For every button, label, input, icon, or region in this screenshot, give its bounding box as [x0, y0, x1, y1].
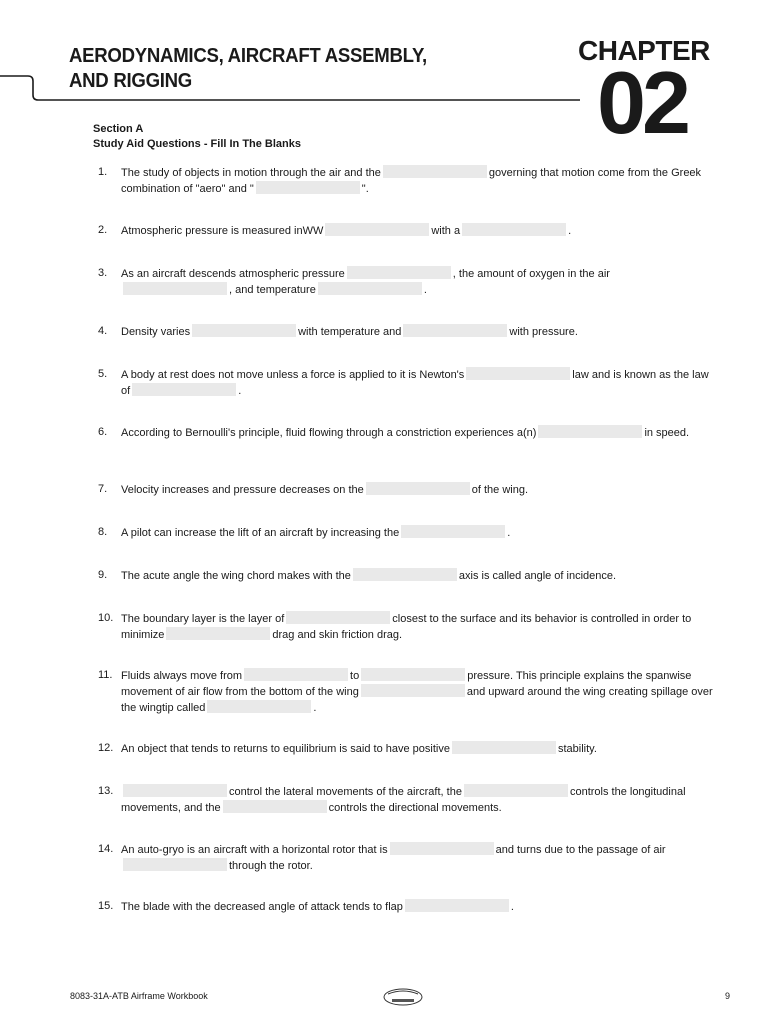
question-number: 13. — [98, 785, 114, 797]
title-line-2: AND RIGGING — [69, 70, 193, 92]
question-number: 12. — [98, 742, 114, 754]
question-text-part: and upward around the wing creating spillage over the wingtip called — [121, 686, 713, 714]
answer-blank[interactable] — [361, 684, 465, 697]
question-text-part: axis is called angle of incidence. — [458, 570, 617, 582]
question-text-part: , and temperature — [229, 284, 316, 296]
question-number: 15. — [98, 900, 114, 912]
question-text-part: A pilot can increase the lift of an aircraft by increasing the — [121, 527, 400, 539]
question-text-part: A body at rest does not move unless a force is applied to it is Newton's — [121, 369, 465, 381]
answer-blank[interactable] — [123, 282, 227, 295]
answer-blank[interactable] — [390, 842, 494, 855]
question-number: 4. — [98, 325, 108, 337]
answer-blank[interactable] — [132, 383, 236, 396]
question-number: 9. — [98, 569, 108, 581]
question-number: 11. — [98, 669, 113, 681]
footer-workbook-title: 8083-31A-ATB Airframe Workbook — [70, 991, 208, 1001]
question-text — [121, 741, 716, 757]
question-number: 8. — [98, 526, 108, 538]
question-text-part: in speed. — [644, 427, 690, 439]
question-text — [121, 568, 716, 584]
question-text-part: An object that tends to returns to equilibrium is said to have positive — [121, 743, 450, 755]
question-number: 3. — [98, 267, 108, 279]
answer-blank[interactable] — [401, 525, 505, 538]
question-text-part: . — [238, 385, 242, 397]
question-number: 7. — [98, 483, 108, 495]
question-text — [121, 223, 716, 239]
question-text-part: . — [507, 527, 511, 539]
question-text-part: pressure. This principle explains the spanwise movement of air flow from the bottom of the wing — [121, 670, 692, 698]
question-text-part: controls the longitudinal movements, and the — [121, 786, 686, 814]
question-text-part: with a — [431, 225, 461, 237]
question-text-part: and turns due to the passage of air — [495, 844, 666, 856]
question-text — [121, 899, 716, 915]
question-text — [121, 367, 716, 399]
answer-blank[interactable] — [166, 627, 270, 640]
question-number: 1. — [98, 166, 108, 178]
question-text-part: of the wing. — [471, 484, 529, 496]
question-text-part: with temperature and — [298, 326, 402, 338]
title-line-1: AERODYNAMICS, AIRCRAFT ASSEMBLY, — [69, 45, 427, 67]
question-number: 5. — [98, 368, 108, 380]
header-rule — [0, 73, 580, 103]
answer-blank[interactable] — [256, 181, 360, 194]
question-text-part: drag and skin friction drag. — [272, 629, 403, 641]
question-text — [121, 611, 716, 643]
question-text — [121, 784, 716, 816]
question-text-part: stability. — [557, 743, 597, 755]
question-text-part: . — [568, 225, 572, 237]
answer-blank[interactable] — [192, 324, 296, 337]
question-number: 2. — [98, 224, 108, 236]
question-text-part: controls the directional movements. — [328, 802, 502, 814]
question-text-part: law and is known as the law of — [121, 369, 709, 397]
question-text — [121, 482, 716, 498]
answer-blank[interactable] — [123, 858, 227, 871]
aircraft-logo-icon — [382, 986, 424, 1008]
answer-blank[interactable] — [452, 741, 556, 754]
question-text — [121, 668, 716, 716]
answer-blank[interactable] — [464, 784, 568, 797]
question-text — [121, 842, 716, 874]
section-heading — [93, 122, 301, 152]
answer-blank[interactable] — [405, 899, 509, 912]
page-number: 9 — [725, 991, 731, 1001]
question-text-part: An auto-gryo is an aircraft with a horizontal rotor that is — [121, 844, 388, 856]
answer-blank[interactable] — [353, 568, 457, 581]
question-text — [121, 266, 716, 298]
answer-blank[interactable] — [538, 425, 642, 438]
question-text-part: The boundary layer is the layer of — [121, 613, 285, 625]
answer-blank[interactable] — [361, 668, 465, 681]
question-text-part: to — [350, 670, 360, 682]
answer-blank[interactable] — [244, 668, 348, 681]
answer-blank[interactable] — [318, 282, 422, 295]
answer-blank[interactable] — [366, 482, 470, 495]
answer-blank[interactable] — [403, 324, 507, 337]
question-text-part: The blade with the decreased angle of attack tends to flap — [121, 901, 403, 913]
answer-blank[interactable] — [123, 784, 227, 797]
question-text-part: The study of objects in motion through the air and the — [121, 167, 381, 179]
question-text-part: Fluids always move from — [121, 670, 243, 682]
question-text — [121, 425, 716, 441]
question-number: 6. — [98, 426, 108, 438]
question-text — [121, 525, 716, 541]
answer-blank[interactable] — [462, 223, 566, 236]
question-text-part: with pressure. — [509, 326, 578, 338]
question-text — [121, 324, 716, 340]
question-text-part: As an aircraft descends atmospheric pressure — [121, 268, 345, 280]
answer-blank[interactable] — [223, 800, 327, 813]
question-text-part: Atmospheric pressure is measured inWW — [121, 225, 324, 237]
question-text-part: ". — [361, 183, 369, 195]
chapter-number: 02 — [597, 53, 687, 152]
question-text-part: , the amount of oxygen in the air — [452, 268, 610, 280]
question-text-part: According to Bernoulli's principle, fluid flowing through a constriction experiences a(n) — [121, 427, 537, 439]
question-text-part: . — [313, 702, 317, 714]
question-text-part: Velocity increases and pressure decreases on the — [121, 484, 364, 496]
answer-blank[interactable] — [325, 223, 429, 236]
answer-blank[interactable] — [207, 700, 311, 713]
question-number: 14. — [98, 843, 114, 855]
question-text-part: closest to the surface and its behavior is controlled in order to minimize — [121, 613, 692, 641]
question-text-part: . — [423, 284, 427, 296]
question-text — [121, 165, 716, 197]
question-text-part: through the rotor. — [229, 860, 313, 872]
question-number: 10. — [98, 612, 114, 624]
question-text-part: The acute angle the wing chord makes with the — [121, 570, 351, 582]
section-subtitle: Study Aid Questions - Fill In The Blanks — [93, 138, 302, 150]
chapter-label: CHAPTER — [578, 35, 710, 66]
answer-blank[interactable] — [347, 266, 451, 279]
question-text-part: governing that motion come from the Greek combination of "aero" and " — [121, 167, 702, 195]
question-text-part: control the lateral movements of the aircraft, the — [229, 786, 462, 798]
question-text-part: . — [510, 901, 514, 913]
section-title: Section A — [93, 123, 144, 135]
answer-blank[interactable] — [383, 165, 487, 178]
answer-blank[interactable] — [286, 611, 390, 624]
answer-blank[interactable] — [466, 367, 570, 380]
question-text-part: Density varies — [121, 326, 191, 338]
